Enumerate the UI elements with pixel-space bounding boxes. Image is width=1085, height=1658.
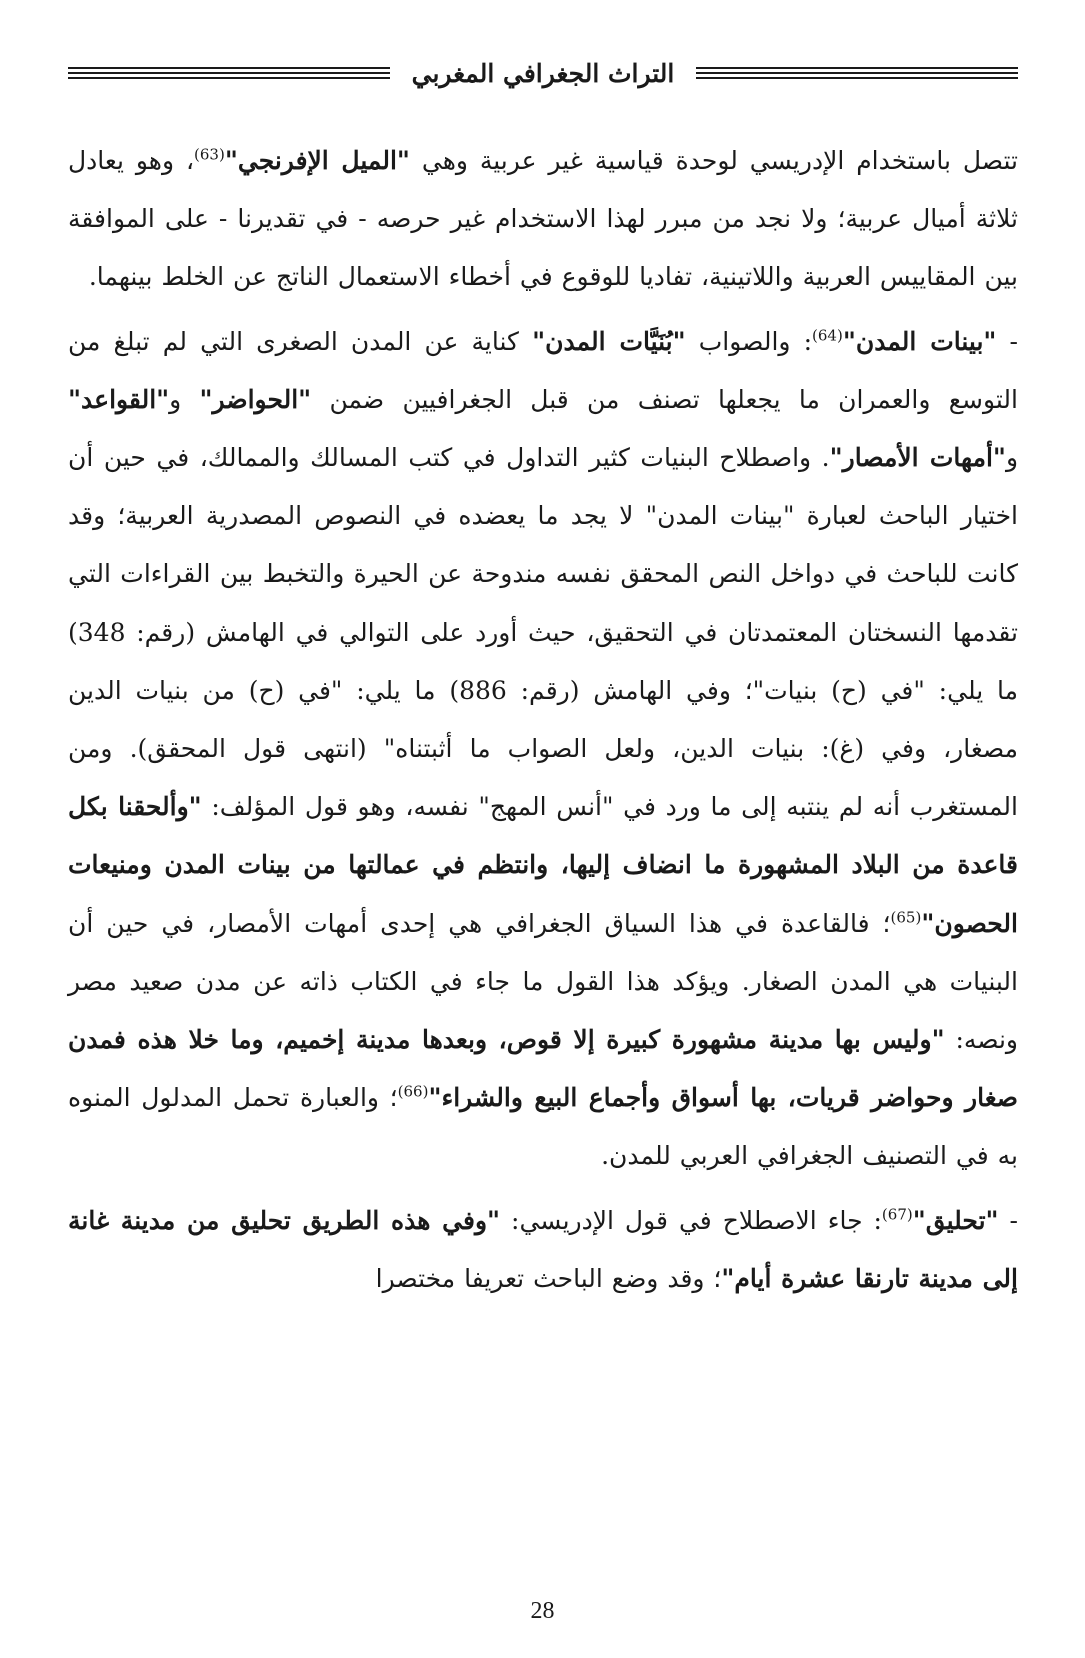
page-number: 28 <box>530 1598 555 1624</box>
emphasized-text: "الميل الإفرنجي" <box>224 146 410 175</box>
paragraph-metric-mile <box>68 132 1018 307</box>
header-rule-right <box>696 67 1018 79</box>
text-run: و <box>1005 443 1019 473</box>
text-run: - <box>998 1205 1018 1235</box>
emphasized-text: "أمهات الأمصار" <box>829 443 1006 473</box>
running-header <box>68 50 1018 96</box>
paragraph-tahliq <box>68 1192 1018 1308</box>
text-run: تتصل باستخدام الإدريسي لوحدة قياسية غير عربية وهي <box>409 146 1018 175</box>
text-run: ؛ فالقاعدة في هذا السياق الجغرافي هي إحدى أمهات الأمصار، في حين أن البنيات هي المدن الصغار. ويؤكد هذا القول ما جاء في الكتاب ذاته عن مدن صعيد مصر ونصه: <box>68 908 1018 1055</box>
footnote-ref: (64) <box>812 326 843 345</box>
footnote-ref: (63) <box>194 145 225 164</box>
emphasized-text: "الحواضر" <box>199 384 312 414</box>
header-rule-left <box>68 67 390 79</box>
footnote-ref: (65) <box>890 908 922 927</box>
text-run: كناية عن المدن الصغرى التي لم تبلغ من التوسع والعمران ما يجعلها تصنف من قبل الجغرافيين ضمن <box>68 326 1018 414</box>
emphasized-text: "وفي هذه الطريق تحليق من مدينة غانة إلى مدينة تارنقا عشرة أيام" <box>68 1205 1018 1293</box>
emphasized-text: "تحليق" <box>912 1205 999 1235</box>
text-run: ؛ والعبارة تحمل المدلول المنوه به في التصنيف الجغرافي العربي للمدن. <box>68 1083 1018 1171</box>
text-run: و <box>169 384 200 414</box>
emphasized-text: "وليس بها مدينة مشهورة كبيرة إلا قوص، وبعدها مدينة إخميم، وما خلا هذه فمدن صغار وحواضر قريات، بها أسواق وأجماع البيع والشراء" <box>68 1025 1018 1113</box>
footnote-ref: (67) <box>881 1205 913 1224</box>
text-run: : والصواب <box>685 326 813 356</box>
emphasized-text: "بُنَيَّات المدن" <box>532 326 686 356</box>
emphasized-text: "بينات المدن" <box>842 326 997 356</box>
body-text <box>68 132 1018 1314</box>
text-run: . واصطلاح البنيات كثير التداول في كتب المسالك والممالك، في حين أن اختيار الباحث لعبارة "بينات المدن" لا يجد ما يعضده في النصوص المصدرية العربية؛ وقد كانت للباحث في دواخل النص المحقق نفسه مندوحة عن الحيرة والتخبط بين القراءات التي تقدمها النسختان المعتمدتان في التحقيق، حيث أورد على التوالي في الهامش (رقم: 348) ما يلي: "في (ح) بنيات"؛ وفي الهامش (رقم: 886) ما يلي: "في (ح) من بنيات الدين مصغار، وفي (غ): بنيات الدين، ولعل الصواب ما أثبتناه" (انتهى قول المحقق). ومن المستغرب أنه لم ينتبه إلى ما ورد في "أنس المهج" نفسه، وهو قول المؤلف: <box>68 443 1018 822</box>
paragraph-bunayyat-al-mudun <box>68 313 1018 1186</box>
text-run: : جاء الاصطلاح في قول الإدريسي: <box>500 1205 882 1235</box>
emphasized-text: "وألحقنا بكل قاعدة من البلاد المشهورة ما انضاف إليها، وانتظم في عمالتها من بينات المدن ومنيعات الحصون" <box>68 792 1018 938</box>
running-header-title: التراث الجغرافي المغربي <box>411 58 675 88</box>
text-run: ، وهو يعادل ثلاثة أميال عربية؛ ولا نجد من مبرر لهذا الاستخدام غير حرصه - في تقديرنا - على الموافقة بين المقاييس العربية واللاتينية، تفاديا للوقوع في أخطاء الاستعمال الناتج عن الخلط بينهما. <box>68 146 1018 292</box>
emphasized-text: "القواعد" <box>68 384 170 414</box>
text-run: - <box>996 326 1018 356</box>
footnote-ref: (66) <box>397 1082 429 1101</box>
text-run: ؛ وقد وضع الباحث تعريفا مختصرا <box>375 1263 722 1293</box>
